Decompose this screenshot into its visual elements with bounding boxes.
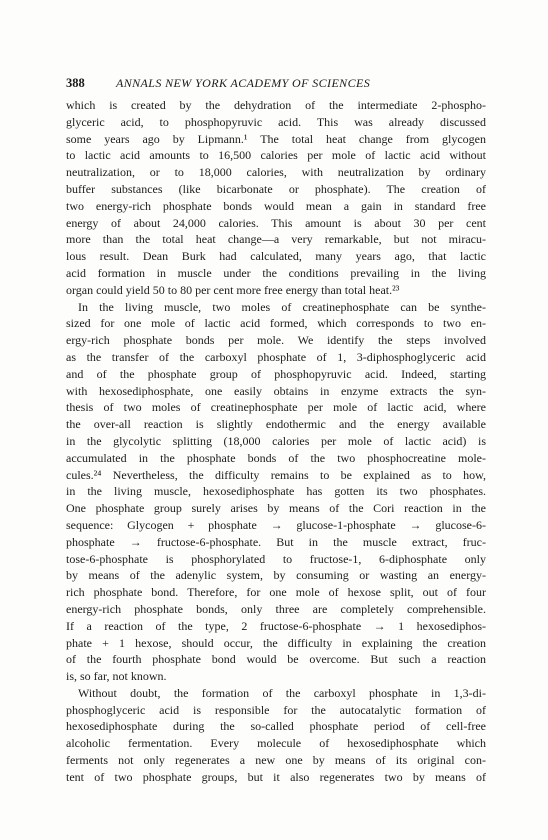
- text-line: organ could yield 50 to 80 per cent more free energy than total heat.²³: [66, 282, 400, 297]
- text-line: sequence: Glycogen + phosphate → glucose-1-phosphate → glucose-6-: [66, 517, 486, 532]
- text-line: In the living muscle, two moles of creatinephosphate can be synthe-: [78, 299, 486, 314]
- text-line: lous result. Dean Burk had calculated, many years ago, that lactic: [66, 249, 486, 264]
- text-line: neutralization, or to 18,000 calories, with neutralization by ordinary: [66, 165, 486, 180]
- text-line: phosphate → fructose-6-phosphate. But in the muscle extract, fruc-: [66, 534, 486, 549]
- text-line: with hexosediphosphate, one easily obtains in enzyme extracts the syn-: [66, 383, 486, 398]
- text-line: tent of two phosphate groups, but it also regenerates two by means of: [66, 769, 486, 784]
- body-text: [66, 97, 486, 786]
- text-line: as the transfer of the carboxyl phosphate of 1, 3-diphosphoglyceric acid: [66, 349, 486, 364]
- text-line: two energy-rich phosphate bonds would mean a gain in standard free: [66, 198, 486, 213]
- text-line: phate + 1 hexose, should occur, the difficulty in explaining the creation: [66, 635, 486, 650]
- text-line: which is created by the dehydration of the intermediate 2-phospho-: [66, 98, 486, 112]
- text-line: and of the phosphate group of phosphopyruvic acid. Indeed, starting: [66, 366, 486, 381]
- text-line: energy of about 24,000 calories. This amount is about 30 per cent: [66, 215, 486, 230]
- text-line: sized for one mole of lactic acid formed, which corresponds to two en-: [66, 316, 486, 331]
- text-line: tose-6-phosphate is phosphorylated to fructose-1, 6-diphosphate only: [66, 551, 486, 566]
- text-line: hexosediphosphate during the so-called phosphate period of cell-free: [66, 719, 486, 734]
- text-line: more than the total heat change—a very remarkable, but not miracu-: [66, 232, 486, 247]
- text-line: energy-rich phosphate bonds, only three are completely comprehensible.: [66, 601, 486, 616]
- text-line: in the glycolytic splitting (18,000 calories per mole of lactic acid) is: [66, 433, 486, 448]
- text-line: by means of the adenylic system, by consuming or wasting an energy-: [66, 568, 486, 583]
- text-line: thesis of two moles of creatinephosphate per mole of lactic acid, where: [66, 400, 486, 415]
- text-line: phosphoglyceric acid is responsible for the autocatalytic formation of: [66, 702, 486, 717]
- text-line: to lactic acid amounts to 16,500 calories per mole of lactic acid without: [66, 148, 486, 163]
- text-line: some years ago by Lipmann.¹ The total heat change from glycogen: [66, 131, 486, 146]
- text-line: the over-all reaction is slightly endothermic and the energy available: [66, 417, 486, 432]
- text-line: glyceric acid, to phosphopyruvic acid. This was already discussed: [66, 114, 486, 129]
- text-line: accumulated in the phosphate bonds of the two phosphocreatine mole-: [66, 450, 486, 465]
- running-head: ANNALS NEW YORK ACADEMY OF SCIENCES: [116, 76, 371, 90]
- text-line: is, so far, not known.: [66, 669, 167, 684]
- page-number: 388: [66, 76, 85, 90]
- text-line: If a reaction of the type, 2 fructose-6-phosphate → 1 hexosediphos-: [66, 618, 486, 633]
- text-line: buffer substances (like bicarbonate or phosphate). The creation of: [66, 181, 486, 196]
- text-line: One phosphate group surely arises by means of the Cori reaction in the: [66, 501, 486, 516]
- text-line: ferments not only regenerates a new one by means of its original con-: [66, 753, 486, 768]
- text-line: in the living muscle, hexosediphosphate has gotten its two phosphates.: [66, 484, 486, 499]
- text-line: Without doubt, the formation of the carboxyl phosphate in 1,3-di-: [78, 685, 486, 700]
- page-header: [66, 76, 482, 92]
- text-line: alcoholic fermentation. Every molecule of hexosediphosphate which: [66, 736, 486, 751]
- text-line: of the fourth phosphate bond would be overcome. But such a reaction: [66, 652, 486, 667]
- text-line: cules.²⁴ Nevertheless, the difficulty remains to be explained as to how,: [66, 467, 486, 482]
- text-line: rich phosphate bond. Therefore, for one mole of hexose split, out of four: [66, 585, 486, 600]
- text-line: acid formation in muscle under the conditions prevailing in the living: [66, 265, 486, 280]
- text-line: ergy-rich phosphate bonds per mole. We identify the steps involved: [66, 333, 486, 348]
